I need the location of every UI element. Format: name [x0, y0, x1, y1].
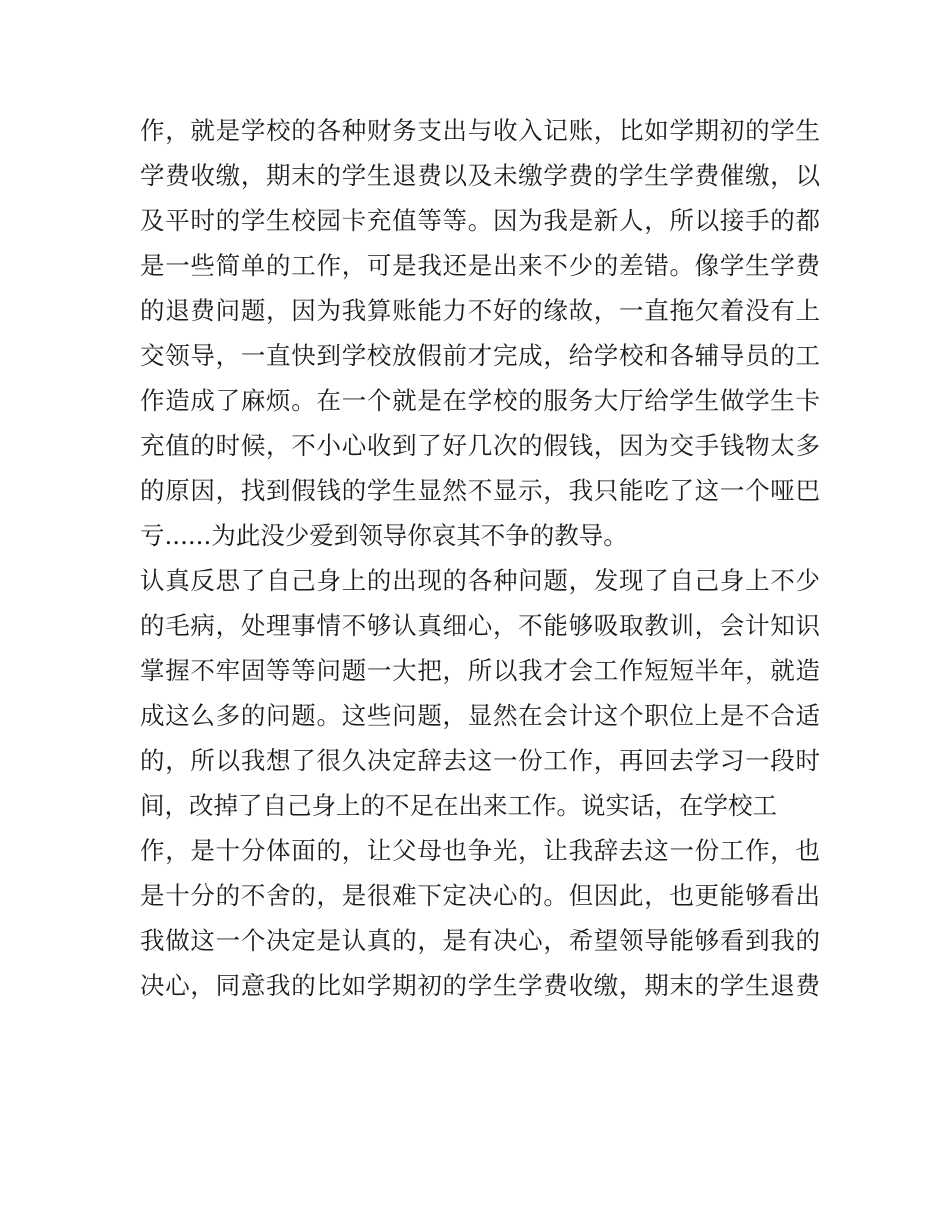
- document-body: [140, 108, 820, 1008]
- text-line: 掌握不牢固等等问题一大把，所以我才会工作短短半年，就造: [140, 656, 820, 685]
- text-line: 作造成了麻烦。在一个就是在学校的服务大厅给学生做学生卡: [140, 386, 820, 415]
- paragraph-2: [140, 558, 820, 1008]
- text-line: 的，所以我想了很久决定辞去这一份工作，再回去学习一段时: [140, 746, 820, 775]
- text-line: 是十分的不舍的，是很难下定决心的。但因此，也更能够看出: [140, 881, 820, 910]
- text-line: 我做这一个决定是认真的，是有决心，希望领导能够看到我的: [140, 926, 820, 955]
- text-line: 决心，同意我的比如学期初的学生学费收缴，期末的学生退费: [140, 971, 820, 1000]
- text-line: 间，改掉了自己身上的不足在出来工作。说实话，在学校工: [140, 791, 777, 820]
- text-line: 亏......为此没少爱到领导你哀其不争的教导。: [140, 521, 628, 550]
- text-line: 学费收缴，期末的学生退费以及未缴学费的学生学费催缴，以: [140, 161, 820, 190]
- text-line: 认真反思了自己身上的出现的各种问题，发现了自己身上不少: [140, 566, 820, 595]
- text-line: 充值的时候，不小心收到了好几次的假钱，因为交手钱物太多: [140, 431, 820, 460]
- text-line: 的毛病，处理事情不够认真细心，不能够吸取教训，会计知识: [140, 611, 820, 640]
- paragraph-1: [140, 108, 820, 558]
- text-line: 作，就是学校的各种财务支出与收入记账，比如学期初的学生: [140, 116, 820, 145]
- text-line: 及平时的学生校园卡充值等等。因为我是新人，所以接手的都: [140, 206, 820, 235]
- text-line: 交领导，一直快到学校放假前才完成，给学校和各辅导员的工: [140, 341, 820, 370]
- text-line: 成这么多的问题。这些问题，显然在会计这个职位上是不合适: [140, 701, 820, 730]
- text-line: 是一些简单的工作，可是我还是出来不少的差错。像学生学费: [140, 251, 820, 280]
- text-line: 的原因，找到假钱的学生显然不显示，我只能吃了这一个哑巴: [140, 476, 820, 505]
- text-line: 的退费问题，因为我算账能力不好的缘故，一直拖欠着没有上: [140, 296, 820, 325]
- text-line: 作，是十分体面的，让父母也争光，让我辞去这一份工作，也: [140, 836, 820, 865]
